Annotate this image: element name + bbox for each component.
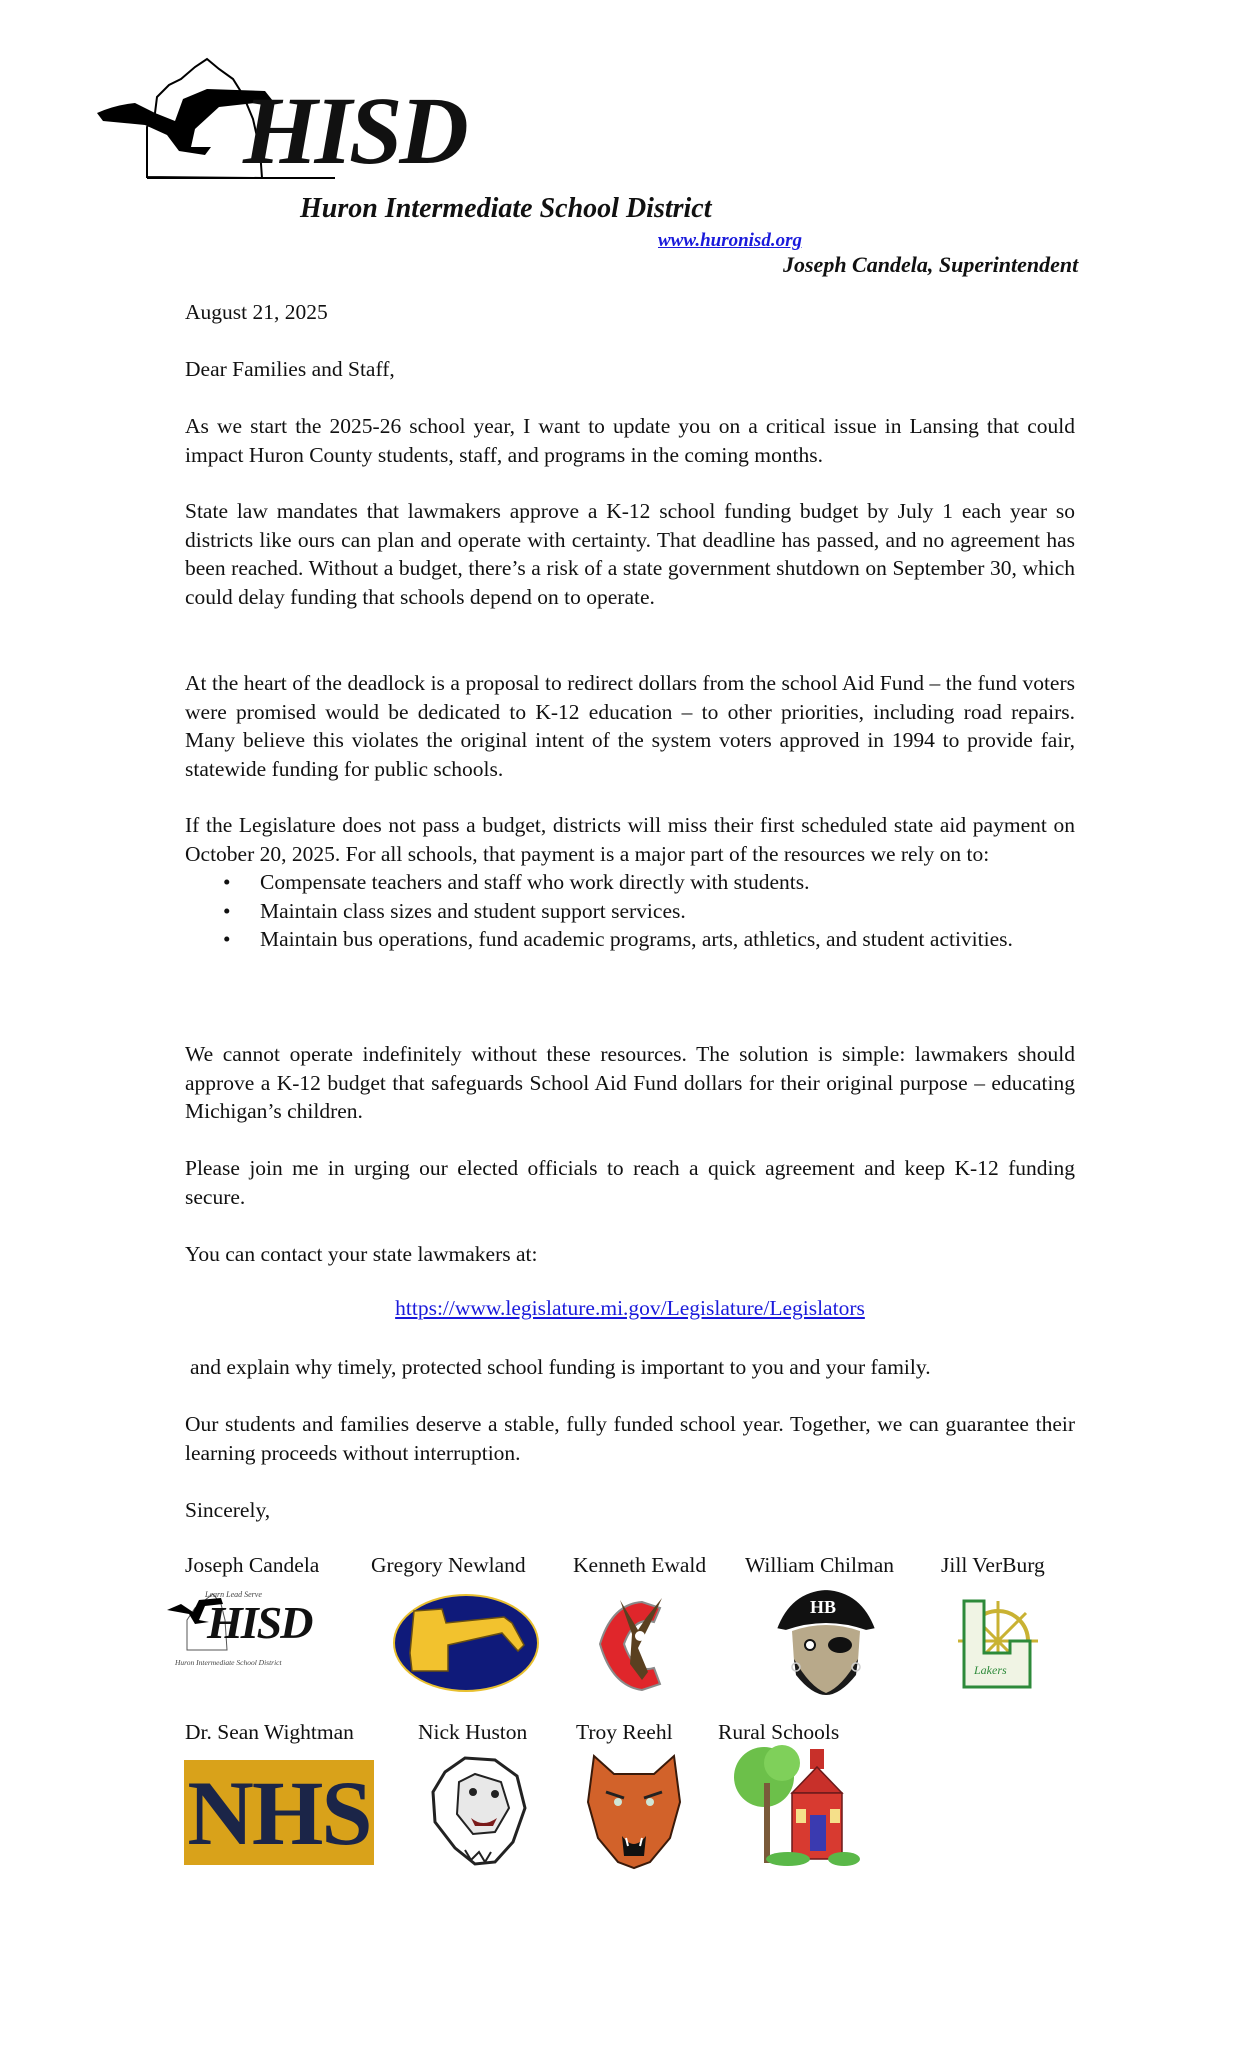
- paragraph-explain: and explain why timely, protected school funding is important to you and your family.: [190, 1355, 931, 1379]
- signatory-name: William Chilman: [745, 1553, 895, 1577]
- eagle-c-icon: [590, 1594, 680, 1696]
- district-name: Huron Intermediate School District: [300, 193, 712, 224]
- nhs-letters: NHS: [187, 1761, 371, 1864]
- website-link[interactable]: www.huronisd.org: [658, 230, 802, 251]
- paragraph-intro: As we start the 2025-26 school year, I want to update you on a critical issue in Lansing that could impact Huron County students, staff, and programs in the coming months.: [185, 414, 1075, 467]
- axe-logo: [392, 1593, 540, 1693]
- list-item: • Maintain class sizes and student support services.: [185, 897, 1075, 926]
- signatory-name: Joseph Candela: [185, 1553, 320, 1577]
- schoolhouse-logo: [732, 1743, 862, 1868]
- signatory-name: Dr. Sean Wightman: [185, 1720, 354, 1744]
- hisd-small-sub: Huron Intermediate School District: [175, 1658, 282, 1667]
- bulldog-logo: [425, 1752, 535, 1867]
- paragraph-deadlock: At the heart of the deadlock is a proposal to redirect dollars from the school Aid Fund – the fund voters were promised would be dedicated to K-12 education – to other priorities, including road repairs. Many believe this violates the original intent of the system voters approved in 1994 to provide fair, statewide funding for public schools.: [185, 671, 1075, 781]
- hisd-letterhead-logo: [95, 55, 475, 195]
- paragraph-state-law: State law mandates that lawmakers approve a K-12 school funding budget by July 1 each year so districts like ours can plan and operate with certainty. That deadline has passed, and no agreement has been reached. Without a budget, there’s a risk of a state government shutdown on September 30, which could delay funding that schools depend on to operate.: [185, 499, 1075, 609]
- hisd-logo: [165, 1590, 320, 1675]
- signatory-name: Troy Reehl: [576, 1720, 673, 1744]
- schoolhouse-tree-icon: [732, 1743, 862, 1868]
- salutation: Dear Families and Staff,: [185, 357, 395, 381]
- wildcat-icon: [584, 1752, 684, 1870]
- signatory-name: Nick Huston: [418, 1720, 528, 1744]
- wildcat-logo: [584, 1752, 684, 1870]
- paragraph-solution: We cannot operate indefinitely without these resources. The solution is simple: lawmakers should approve a K-12 budget that safeguards School Aid Fund dollars for their original purpose – educating Michigan’s children.: [185, 1042, 1075, 1124]
- hisd-small-text: HISD: [207, 1597, 312, 1648]
- resources-list: [185, 868, 1075, 954]
- paragraph-closing-statement: Our students and families deserve a stable, fully funded school year. Together, we can guarantee their learning proceeds without interruption.: [185, 1412, 1075, 1465]
- signatory-name: Rural Schools: [718, 1720, 840, 1744]
- closing: Sincerely,: [185, 1498, 271, 1522]
- superintendent-line: Joseph Candela, Superintendent: [783, 252, 1079, 277]
- signatory-name: Kenneth Ewald: [573, 1553, 707, 1577]
- legislators-link[interactable]: https://www.legislature.mi.gov/Legislature/Legislators: [395, 1296, 865, 1320]
- nhs-logo: [184, 1760, 374, 1865]
- paragraph-join: Please join me in urging our elected officials to reach a quick agreement and keep K-12 funding secure.: [185, 1156, 1075, 1209]
- axe-icon: [392, 1593, 540, 1693]
- letter-date: August 21, 2025: [185, 300, 328, 324]
- hisd-tagline: Learn Lead Serve: [205, 1590, 262, 1599]
- signatory-name: Gregory Newland: [371, 1553, 526, 1577]
- list-item: • Compensate teachers and staff who work directly with students.: [185, 868, 1075, 897]
- lakers-logo: [950, 1595, 1040, 1695]
- c-eagle-logo: [590, 1594, 680, 1696]
- hb-pirate-logo: [770, 1587, 882, 1697]
- paragraph-contact: You can contact your state lawmakers at:: [185, 1242, 538, 1266]
- lakers-script: Lakers: [974, 1663, 1007, 1677]
- bulldog-icon: [425, 1752, 535, 1867]
- list-item: • Maintain bus operations, fund academic programs, arts, athletics, and student activities.: [185, 925, 1075, 954]
- pirate-letters: HB: [810, 1597, 837, 1617]
- ship-wheel-icon: [950, 1595, 1040, 1695]
- hisd-logo-text: HISD: [243, 77, 466, 184]
- paragraph-legislature: If the Legislature does not pass a budget, districts will miss their first scheduled state aid payment on October 20, 2025. For all schools, that payment is a major part of the resources we rely on to:: [185, 813, 1075, 866]
- signatory-name: Jill VerBurg: [941, 1553, 1045, 1577]
